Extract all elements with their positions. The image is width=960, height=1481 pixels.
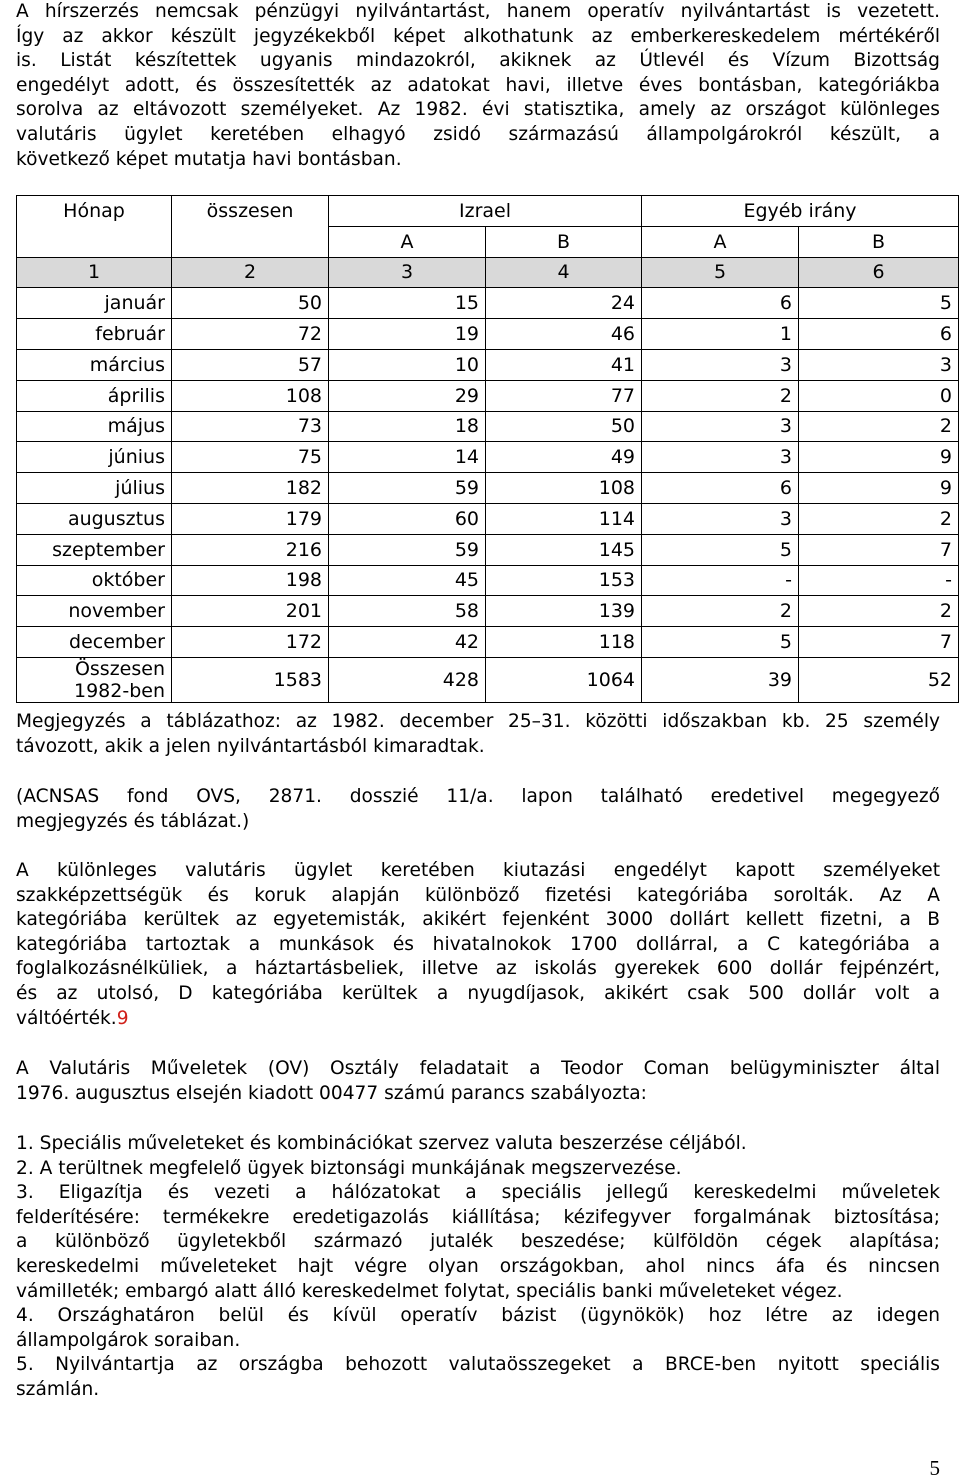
list-item-2: 2. A terültnek megfelelő ügyek biztonsági munkájának megszervezése. — [16, 1157, 682, 1179]
value-cell: 75 — [172, 442, 329, 473]
list-item-3: 3. Eligazítja és vezeti a hálózatokat a speciális jellegű kereskedelmi műveletek — [16, 1182, 940, 1204]
value-cell: 3 — [642, 503, 799, 534]
header-israel-b: B — [486, 226, 642, 257]
list-item-3-line: kereskedelmi műveleteket hajt végre olyan országokban, ahol nincs áfa és nincsen — [16, 1255, 940, 1277]
value-cell: 3 — [799, 349, 959, 380]
list-item-5-line: számlán. — [16, 1378, 100, 1400]
value-cell: 10 — [329, 349, 486, 380]
value-cell: 0 — [799, 380, 959, 411]
value-cell: - — [799, 565, 959, 596]
list-item-3-line: felderítésére: termékekre eredetigazolás kiállítása; kézifegyver forgalmának biztosítása; — [16, 1206, 940, 1228]
value-cell: 6 — [799, 319, 959, 350]
value-cell: 59 — [329, 534, 486, 565]
value-cell: 49 — [486, 442, 642, 473]
last-line-text: váltóérték. — [16, 1007, 117, 1029]
month-cell: március — [17, 349, 172, 380]
table-row — [17, 503, 959, 534]
text-line: A különleges valutáris ügylet keretében kiutazási engedélyt kapott személyeket — [16, 860, 940, 881]
table-row — [17, 319, 959, 350]
text-line: is. Listát készítettek ugyanis mindazokról, akiknek az Útlevél és Vízum Bizottság — [16, 50, 940, 72]
value-cell: 6 — [642, 288, 799, 319]
month-cell: július — [17, 473, 172, 504]
value-cell: - — [642, 565, 799, 596]
value-cell: 145 — [486, 534, 642, 565]
value-cell: 139 — [486, 596, 642, 627]
text-line: A Valutáris Műveletek (OV) Osztály feladatait a Teodor Coman belügyminiszter által — [16, 1058, 940, 1079]
value-cell: 118 — [486, 627, 642, 658]
table-row — [17, 411, 959, 442]
month-cell: május — [17, 411, 172, 442]
value-cell: 5 — [642, 627, 799, 658]
column-number: 2 — [172, 257, 329, 288]
value-cell: 9 — [799, 442, 959, 473]
total-value: 52 — [799, 657, 959, 702]
column-number: 5 — [642, 257, 799, 288]
value-cell: 29 — [329, 380, 486, 411]
value-cell: 50 — [486, 411, 642, 442]
value-cell: 179 — [172, 503, 329, 534]
list-item-3-line: a különböző ügyletekből származó jutalék beszedése; külföldön cégek alapítása; — [16, 1231, 940, 1253]
month-cell: november — [17, 596, 172, 627]
value-cell: 50 — [172, 288, 329, 319]
table-total-row — [17, 657, 959, 702]
value-cell: 58 — [329, 596, 486, 627]
header-other-direction: Egyéb irány — [642, 196, 959, 227]
table-row — [17, 596, 959, 627]
emigration-statistics-table — [16, 195, 959, 703]
table-row — [17, 442, 959, 473]
list-item-4-line: állampolgárok soraiban. — [16, 1329, 241, 1351]
value-cell: 2 — [642, 380, 799, 411]
value-cell: 5 — [642, 534, 799, 565]
value-cell: 60 — [329, 503, 486, 534]
text-line: sorolva az eltávozott személyeket. Az 1982. évi statisztika, amely az országot különleges — [16, 99, 940, 121]
text-line: foglalkozásnélküliek, a háztartásbeliek, illetve az iskolás gyerekek 600 dollár fejpénzért, — [16, 958, 940, 980]
total-value: 428 — [329, 657, 486, 702]
month-cell: június — [17, 442, 172, 473]
value-cell: 41 — [486, 349, 642, 380]
table-row — [17, 380, 959, 411]
text-line: (ACNSAS fond OVS, 2871. dosszié 11/a. lapon található eredetivel megegyező — [16, 786, 940, 807]
table-row — [17, 288, 959, 319]
text-line: szakképzettségük és koruk alapján különböző fizetési kategóriába sorolták. Az A — [16, 884, 940, 906]
text-line: Megjegyzés a táblázathoz: az 1982. december 25–31. közötti időszakban kb. 25 személy — [16, 711, 940, 732]
value-cell: 153 — [486, 565, 642, 596]
text-line: Így az akkor készült jegyzékekből képet alkothatunk az emberkereskedelem mértékéről — [16, 25, 940, 47]
value-cell: 172 — [172, 627, 329, 658]
header-other-a: A — [642, 226, 799, 257]
value-cell: 72 — [172, 319, 329, 350]
text-line: engedélyt adott, és összesítették az adatokat havi, illetve éves bontásban, kategóriákba — [16, 74, 940, 96]
month-cell: február — [17, 319, 172, 350]
ov-department-paragraph — [16, 1057, 940, 1106]
month-cell: április — [17, 380, 172, 411]
list-item-3-line: vámilleték; embargó alatt álló kereskedelmet folytat, speciális banki műveleteket végez. — [16, 1280, 843, 1302]
text-line: valutáris ügylet keretében elhagyó zsidó származású állampolgárokról készült, a — [16, 123, 940, 145]
value-cell: 46 — [486, 319, 642, 350]
list-item-4: 4. Országhatáron belül és kívül operatív bázist (ügynökök) hoz létre az idegen — [16, 1305, 940, 1327]
total-label-line1: Összesen — [74, 657, 165, 680]
value-cell: 2 — [799, 503, 959, 534]
text-line: 1976. augusztus elsején kiadott 00477 számú parancs szabályozta: — [16, 1082, 647, 1104]
value-cell: 5 — [799, 288, 959, 319]
value-cell: 2 — [799, 596, 959, 627]
text-line — [16, 1007, 940, 1032]
header-israel: Izrael — [329, 196, 642, 227]
value-cell: 216 — [172, 534, 329, 565]
table-row — [17, 349, 959, 380]
value-cell: 6 — [642, 473, 799, 504]
value-cell: 7 — [799, 534, 959, 565]
header-month: Hónap — [17, 196, 172, 227]
header-total: összesen — [172, 196, 329, 227]
header-month-spacer — [17, 226, 172, 257]
value-cell: 2 — [642, 596, 799, 627]
value-cell: 59 — [329, 473, 486, 504]
total-value: 1583 — [172, 657, 329, 702]
footnote-reference[interactable]: 9 — [116, 1007, 129, 1029]
value-cell: 201 — [172, 596, 329, 627]
source-reference — [16, 785, 940, 834]
month-cell: augusztus — [17, 503, 172, 534]
value-cell: 18 — [329, 411, 486, 442]
value-cell: 108 — [486, 473, 642, 504]
column-number: 1 — [17, 257, 172, 288]
value-cell: 114 — [486, 503, 642, 534]
total-value: 39 — [642, 657, 799, 702]
column-number: 3 — [329, 257, 486, 288]
value-cell: 9 — [799, 473, 959, 504]
value-cell: 3 — [642, 349, 799, 380]
value-cell: 3 — [642, 411, 799, 442]
value-cell: 182 — [172, 473, 329, 504]
text-line: kategóriába tartoztak a munkások és hivatalnokok 1700 dollárral, a C kategóriába a — [16, 933, 940, 955]
table-subheader-row — [17, 226, 959, 257]
value-cell: 7 — [799, 627, 959, 658]
table-row — [17, 565, 959, 596]
month-cell: január — [17, 288, 172, 319]
value-cell: 108 — [172, 380, 329, 411]
table-row — [17, 627, 959, 658]
value-cell: 1 — [642, 319, 799, 350]
page-number: 5 — [929, 1456, 940, 1480]
table-note — [16, 710, 940, 759]
text-line: kategóriába kerültek az egyetemisták, akikért fejenként 3000 dollárt kellett fizetni, a B — [16, 909, 940, 931]
value-cell: 2 — [799, 411, 959, 442]
month-cell: szeptember — [17, 534, 172, 565]
month-cell: december — [17, 627, 172, 658]
header-israel-a: A — [329, 226, 486, 257]
table-header-row — [17, 196, 959, 227]
total-label — [17, 657, 172, 702]
text-line: távozott, akik a jelen nyilvántartásból kimaradtak. — [16, 735, 485, 757]
intro-paragraph — [16, 0, 940, 172]
list-item-5: 5. Nyilvántartja az országba behozott valutaösszegeket a BRCE-ben nyitott speciális — [16, 1354, 940, 1376]
column-number: 6 — [799, 257, 959, 288]
list-item-1: 1. Speciális műveleteket és kombinációkat szervez valuta beszerzése céljából. — [16, 1133, 747, 1154]
duties-list — [16, 1132, 940, 1403]
value-cell: 198 — [172, 565, 329, 596]
value-cell: 3 — [642, 442, 799, 473]
value-cell: 77 — [486, 380, 642, 411]
column-number: 4 — [486, 257, 642, 288]
text-line: következő képet mutatja havi bontásban. — [16, 148, 402, 170]
header-other-b: B — [799, 226, 959, 257]
total-value: 1064 — [486, 657, 642, 702]
month-cell: október — [17, 565, 172, 596]
text-line: A hírszerzés nemcsak pénzügyi nyilvántartást, hanem operatív nyilvántartást is vezetett. — [16, 1, 940, 22]
categories-paragraph — [16, 859, 940, 1031]
value-cell: 45 — [329, 565, 486, 596]
value-cell: 42 — [329, 627, 486, 658]
value-cell: 24 — [486, 288, 642, 319]
total-label-line2: 1982-ben — [73, 679, 165, 702]
column-number-row — [17, 257, 959, 288]
table-row — [17, 534, 959, 565]
table-row — [17, 473, 959, 504]
value-cell: 15 — [329, 288, 486, 319]
value-cell: 73 — [172, 411, 329, 442]
text-line: megjegyzés és táblázat.) — [16, 810, 250, 832]
header-total-spacer — [172, 226, 329, 257]
value-cell: 57 — [172, 349, 329, 380]
value-cell: 14 — [329, 442, 486, 473]
text-line: és az utolsó, D kategóriába kerültek a nyugdíjasok, akikért csak 500 dollár volt a — [16, 982, 940, 1004]
value-cell: 19 — [329, 319, 486, 350]
